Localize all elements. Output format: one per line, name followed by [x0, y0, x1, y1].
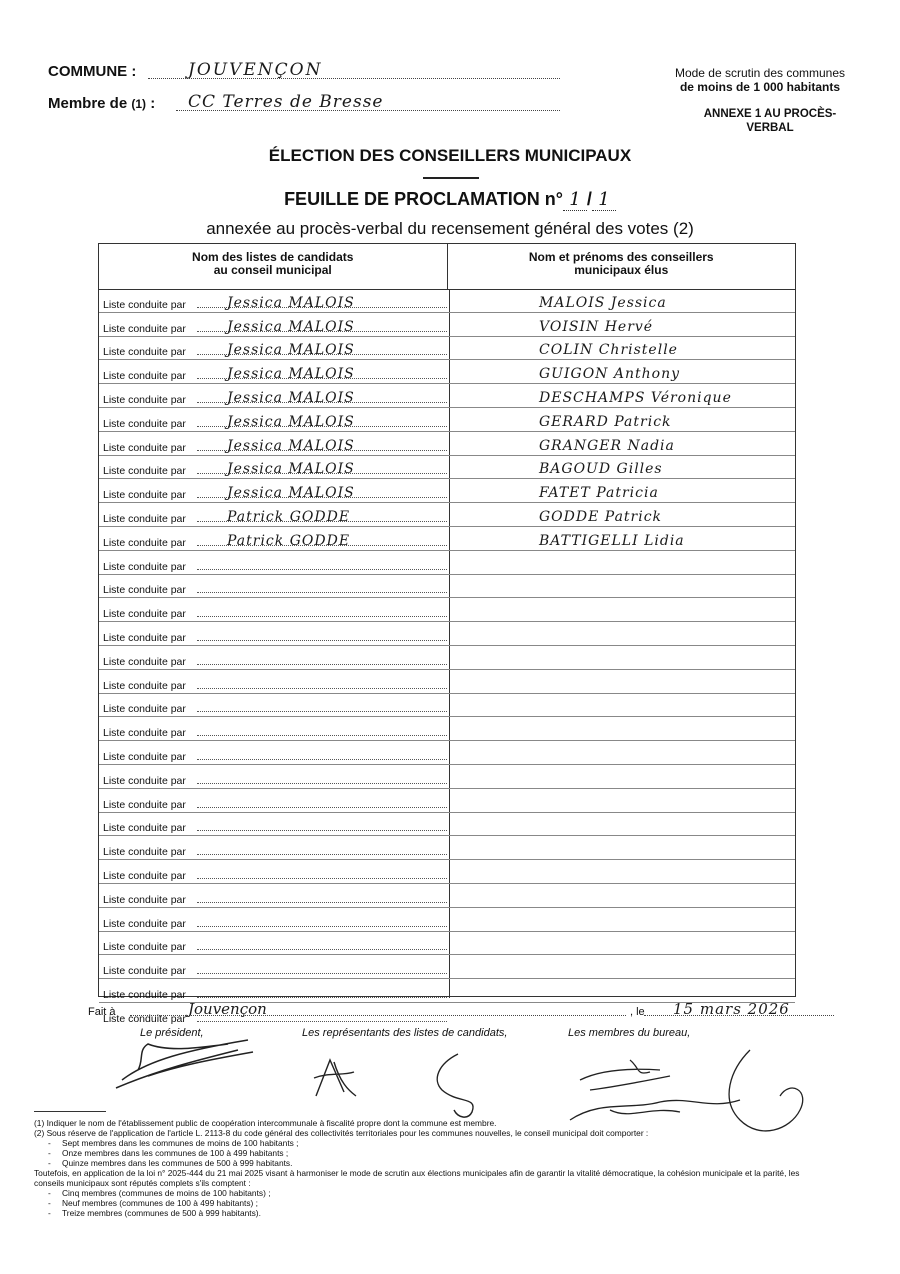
table-row	[99, 384, 795, 408]
elected-councillor: BATTIGELLI Lidia	[539, 532, 685, 549]
row-dotted-line	[197, 926, 447, 927]
commune-value: JOUVENÇON	[188, 60, 323, 80]
row-label: Liste conduite par	[103, 465, 186, 478]
table-row	[99, 741, 795, 765]
note-2a: - Sept membres dans les communes de moins de 100 habitants ;	[48, 1138, 299, 1148]
annexe-label: ANNEXE 1 AU PROCÈS- VERBAL	[703, 108, 837, 134]
table-row	[99, 813, 795, 837]
row-dotted-line	[197, 640, 447, 641]
note-3c: - Cinq membres (communes de moins de 100 habitants) ;	[48, 1188, 271, 1198]
representants-label: Les représentants des listes de candidats,	[302, 1027, 508, 1039]
row-label: Liste conduite par	[103, 370, 186, 383]
row-label: Liste conduite par	[103, 489, 186, 502]
table-row	[99, 884, 795, 908]
sheet-total: 1	[592, 189, 616, 211]
row-dotted-line	[197, 735, 447, 736]
membre-label: Membre de (1) :	[48, 95, 156, 112]
annex-subtitle: annexée au procès-verbal du recensement général des votes (2)	[206, 219, 694, 238]
row-label: Liste conduite par	[103, 846, 186, 859]
row-label: Liste conduite par	[103, 893, 186, 906]
list-leader: Patrick GODDE	[227, 532, 351, 549]
list-leader: Jessica MALOIS	[227, 342, 355, 359]
list-leader: Jessica MALOIS	[227, 485, 355, 502]
row-label: Liste conduite par	[103, 679, 186, 692]
table-body	[99, 289, 795, 1026]
note-1: (1) Indiquer le nom de l'établissement public de coopération intercommunale à fiscalité propre dont la commune est membre.	[34, 1118, 497, 1128]
row-label: Liste conduite par	[103, 1012, 186, 1025]
fait-row	[88, 1000, 834, 1020]
elected-councillor: VOISIN Hervé	[539, 318, 654, 335]
row-dotted-line	[197, 592, 447, 593]
table-row	[99, 789, 795, 813]
elected-councillor: GUIGON Anthony	[539, 366, 680, 383]
row-label: Liste conduite par	[103, 584, 186, 597]
row-dotted-line	[197, 830, 447, 831]
note-2b: - Onze membres dans les communes de 100 à 499 habitants ;	[48, 1148, 289, 1158]
elected-councillor: COLIN Christelle	[539, 342, 678, 359]
row-label: Liste conduite par	[103, 774, 186, 787]
note-3d: - Neuf membres (communes de 100 à 499 habitants) ;	[48, 1198, 258, 1208]
table-row	[99, 456, 795, 480]
table-row	[99, 575, 795, 599]
list-leader: Jessica MALOIS	[227, 413, 355, 430]
le-label: , le	[630, 1006, 645, 1018]
row-dotted-line	[197, 783, 447, 784]
table-row	[99, 622, 795, 646]
row-label: Liste conduite par	[103, 798, 186, 811]
table-row	[99, 860, 795, 884]
row-label: Liste conduite par	[103, 393, 186, 406]
list-leader: Jessica MALOIS	[227, 389, 355, 406]
row-label: Liste conduite par	[103, 608, 186, 621]
membre-value: CC Terres de Bresse	[188, 92, 384, 112]
list-leader: Patrick GODDE	[227, 508, 351, 525]
table-row	[99, 337, 795, 361]
table-header	[99, 244, 795, 290]
row-label: Liste conduite par	[103, 822, 186, 835]
list-leader: Jessica MALOIS	[227, 366, 355, 383]
row-label: Liste conduite par	[103, 941, 186, 954]
row-label: Liste conduite par	[103, 441, 186, 454]
table-row	[99, 717, 795, 741]
list-leader: Jessica MALOIS	[227, 294, 355, 311]
commune-label: COMMUNE :	[48, 63, 137, 80]
commune-field	[48, 60, 560, 82]
row-dotted-line	[197, 878, 447, 879]
row-dotted-line	[197, 854, 447, 855]
table-row	[99, 432, 795, 456]
row-label: Liste conduite par	[103, 917, 186, 930]
note-2c: - Quinze membres dans les communes de 500 à 999 habitants.	[48, 1158, 293, 1168]
mode-scrutin-note: Mode de scrutin des communes de moins de 1 000 habitants	[674, 66, 846, 94]
row-label: Liste conduite par	[103, 965, 186, 978]
president-label: Le président,	[140, 1027, 204, 1039]
table-row	[99, 527, 795, 551]
row-label: Liste conduite par	[103, 988, 186, 1001]
row-label: Liste conduite par	[103, 346, 186, 359]
note-3: Toutefois, en application de la loi n° 2025-444 du 21 mai 2025 visant à harmoniser le mode de scrutin aux élections municipales afin de garantir la vitalité démocratique, la cohésion municipale et la parité, les	[34, 1168, 800, 1178]
page-title: ÉLECTION DES CONSEILLERS MUNICIPAUX	[268, 146, 632, 165]
representant-signature-2	[428, 1050, 498, 1122]
membre-field	[48, 92, 560, 114]
representant-signature-1	[310, 1052, 360, 1102]
row-dotted-line	[197, 569, 447, 570]
row-dotted-line	[197, 807, 447, 808]
title-divider	[423, 177, 479, 179]
row-dotted-line	[197, 997, 447, 998]
table-row	[99, 932, 795, 956]
table-row	[99, 598, 795, 622]
row-label: Liste conduite par	[103, 703, 186, 716]
note-3e: - Treize membres (communes de 500 à 999 habitants).	[48, 1208, 261, 1218]
footnote-rule	[34, 1111, 106, 1112]
row-label: Liste conduite par	[103, 322, 186, 335]
elected-councillor: MALOIS Jessica	[539, 294, 667, 311]
list-leader: Jessica MALOIS	[227, 461, 355, 478]
row-label: Liste conduite par	[103, 536, 186, 549]
table-row	[99, 289, 795, 313]
sheet-title: FEUILLE DE PROCLAMATION n° 1 / 1	[0, 189, 900, 211]
footnotes	[34, 1118, 834, 1218]
elected-councillor: GODDE Patrick	[539, 508, 663, 525]
row-label: Liste conduite par	[103, 560, 186, 573]
elected-councillor: GRANGER Nadia	[539, 437, 675, 454]
row-dotted-line	[197, 688, 447, 689]
table-row	[99, 479, 795, 503]
row-dotted-line	[197, 973, 447, 974]
fait-place: Jouvençon	[188, 1000, 267, 1018]
date-value: 15 mars 2026	[673, 1000, 790, 1018]
row-label: Liste conduite par	[103, 869, 186, 882]
table-row	[99, 408, 795, 432]
row-label: Liste conduite par	[103, 298, 186, 311]
elected-councillor: DESCHAMPS Véronique	[539, 389, 732, 406]
elected-councillor: FATET Patricia	[539, 485, 659, 502]
row-dotted-line	[197, 759, 447, 760]
list-leader: Jessica MALOIS	[227, 437, 355, 454]
table-row	[99, 503, 795, 527]
row-dotted-line	[197, 711, 447, 712]
table-row	[99, 646, 795, 670]
table-row	[99, 551, 795, 575]
elected-councillor: GERARD Patrick	[539, 413, 672, 430]
table-row	[99, 765, 795, 789]
note-3b: conseils municipaux sont réputés complets s'ils comptent :	[34, 1178, 251, 1188]
row-label: Liste conduite par	[103, 655, 186, 668]
row-label: Liste conduite par	[103, 512, 186, 525]
table-row	[99, 955, 795, 979]
table-row	[99, 694, 795, 718]
col-header-elected: Nom et prénoms des conseillers municipaux élus	[447, 244, 796, 289]
table-row	[99, 313, 795, 337]
row-label: Liste conduite par	[103, 417, 186, 430]
table-row	[99, 908, 795, 932]
col-header-lists: Nom des listes de candidats au conseil municipal	[192, 250, 354, 277]
row-dotted-line	[197, 902, 447, 903]
row-dotted-line	[197, 616, 447, 617]
note-2: (2) Sous réserve de l'application de l'article L. 2113-8 du code général des collectivités territoriales pour les communes nouvelles, le conseil municipal doit comporter :	[34, 1128, 649, 1138]
row-label: Liste conduite par	[103, 631, 186, 644]
fait-label: Fait à	[88, 1006, 116, 1018]
table-row	[99, 836, 795, 860]
elected-councillor: BAGOUD Gilles	[539, 461, 663, 478]
row-label: Liste conduite par	[103, 727, 186, 740]
row-dotted-line	[197, 1021, 447, 1022]
table-row	[99, 360, 795, 384]
row-label: Liste conduite par	[103, 750, 186, 763]
sheet-number: 1	[563, 189, 587, 211]
table-row	[99, 670, 795, 694]
president-signature	[108, 1030, 258, 1092]
list-leader: Jessica MALOIS	[227, 318, 355, 335]
row-dotted-line	[197, 664, 447, 665]
membres-label: Les membres du bureau,	[568, 1027, 691, 1039]
row-dotted-line	[197, 949, 447, 950]
